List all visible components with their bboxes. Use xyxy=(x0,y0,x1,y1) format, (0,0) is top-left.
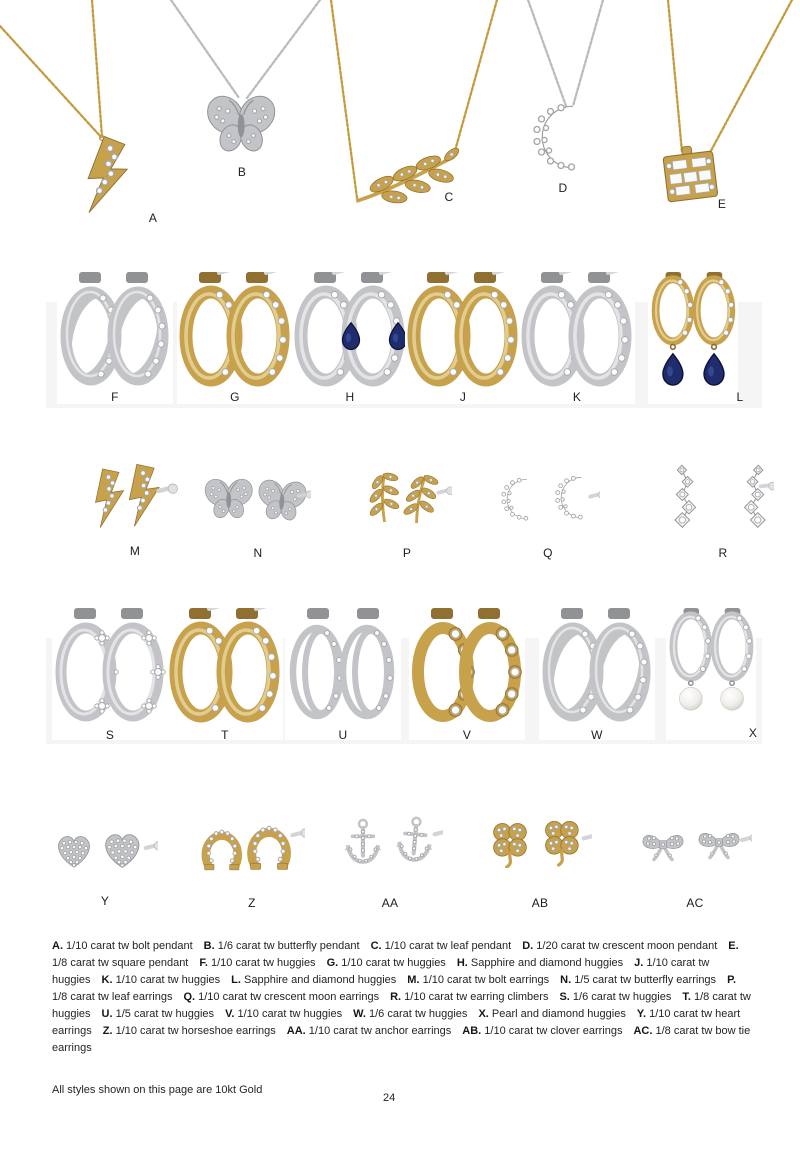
heart-studs-icon xyxy=(54,828,158,875)
product-letter-B: B xyxy=(237,165,247,179)
necklaces-graphic xyxy=(0,0,800,232)
chain-icon xyxy=(171,0,320,98)
legend-description: 1/10 carat tw huggies xyxy=(112,974,221,986)
legend-letter: J. xyxy=(634,957,644,969)
butterfly-studs-icon xyxy=(203,476,311,524)
legend-description: 1/8 carat tw bow tie earrings xyxy=(52,1025,751,1054)
product-AC xyxy=(638,826,754,876)
pave-huggies-icon xyxy=(407,272,519,398)
product-M xyxy=(88,462,182,548)
product-Y xyxy=(52,828,160,888)
product-letter-W: W xyxy=(591,728,603,742)
product-S xyxy=(52,604,168,740)
product-letter-AB: AB xyxy=(531,896,549,910)
crescent-moon-pendant-icon xyxy=(534,105,575,170)
product-U xyxy=(285,604,401,740)
pave-huggies-icon xyxy=(179,272,291,398)
triple-huggies-icon xyxy=(287,608,399,734)
footnote: All styles shown on this page are 10kt Gold xyxy=(52,1084,263,1096)
product-letter-X: X xyxy=(748,726,758,740)
legend-description: 1/6 carat tw huggies xyxy=(365,1008,468,1020)
legend-letter: B. xyxy=(203,940,215,952)
legend-description: 1/5 carat tw butterfly earrings xyxy=(571,974,717,986)
legend-description: 1/10 carat tw huggies xyxy=(234,1008,343,1020)
bolt-pendant-icon xyxy=(83,135,132,217)
clover-studs-icon xyxy=(484,816,592,868)
legend-description: 1/10 carat tw huggies xyxy=(52,957,710,986)
product-letter-F: F xyxy=(111,390,119,404)
product-letter-T: T xyxy=(221,728,229,742)
sapphire-huggies-icon xyxy=(294,272,406,398)
legend-description: 1/8 carat tw huggies xyxy=(52,991,751,1020)
legend-letter: U. xyxy=(101,1008,113,1020)
product-letter-D: D xyxy=(558,181,568,195)
product-R xyxy=(666,462,776,532)
pave-huggies-icon xyxy=(169,608,281,734)
legend-letter: AA. xyxy=(286,1025,306,1037)
product-letter-AA: AA xyxy=(381,896,399,910)
cluster-huggies-icon xyxy=(54,608,166,734)
product-J xyxy=(405,268,521,404)
product-H xyxy=(292,268,408,404)
legend-description: 1/10 carat tw bolt pendant xyxy=(63,940,193,952)
bezel-huggies-icon xyxy=(411,608,523,734)
legend-letter: L. xyxy=(231,974,241,986)
product-letter-U: U xyxy=(338,728,348,742)
legend-letter: M. xyxy=(407,974,420,986)
legend-description: 1/8 carat tw square pendant xyxy=(52,957,189,969)
product-Z xyxy=(198,818,308,882)
square-pendant-icon xyxy=(662,143,718,202)
legend-letter: S. xyxy=(559,991,570,1003)
legend-letter: Z. xyxy=(102,1025,113,1037)
legend-description: 1/10 carat tw heart earrings xyxy=(52,1008,741,1037)
legend-letter: C. xyxy=(370,940,382,952)
legend-description: 1/10 carat tw leaf pendant xyxy=(381,940,512,952)
page-number: 24 xyxy=(383,1092,396,1104)
product-letter-J: J xyxy=(459,390,467,404)
legend-letter: D. xyxy=(522,940,534,952)
legend-letter: N. xyxy=(560,974,572,986)
product-letter-K: K xyxy=(572,390,582,404)
chain-icon xyxy=(528,0,603,106)
chain-icon xyxy=(668,0,792,160)
legend-description: Sapphire and diamond huggies xyxy=(240,974,397,986)
product-X xyxy=(666,604,756,740)
legend-description: 1/10 carat tw huggies xyxy=(338,957,446,969)
legend-letter: Q. xyxy=(183,991,196,1003)
sapphire-drop-huggies-icon xyxy=(649,272,737,398)
earring-climbers-icon xyxy=(668,462,774,528)
product-letter-S: S xyxy=(105,728,115,742)
product-F xyxy=(57,268,173,404)
product-V xyxy=(409,604,525,740)
product-letter-M: M xyxy=(129,544,141,558)
legend-description: Pearl and diamond huggies xyxy=(488,1008,626,1020)
legend-description: 1/10 carat tw horseshoe earrings xyxy=(112,1025,276,1037)
product-letter-P: P xyxy=(402,546,412,560)
product-letter-R: R xyxy=(718,546,728,560)
legend-letter: R. xyxy=(390,991,402,1003)
legend-letter: E. xyxy=(728,940,739,952)
bolt-studs-icon xyxy=(91,462,179,530)
product-P xyxy=(354,466,454,538)
leaf-studs-icon xyxy=(356,466,452,526)
legend-description: Sapphire and diamond huggies xyxy=(467,957,624,969)
legend-description: 1/10 carat tw anchor earrings xyxy=(305,1025,452,1037)
horseshoe-studs-icon xyxy=(201,818,305,874)
product-letter-C: C xyxy=(444,190,454,204)
anchor-studs-icon xyxy=(339,814,443,866)
legend-letter: P. xyxy=(727,974,737,986)
crossover-huggies-icon xyxy=(59,272,171,398)
product-K xyxy=(519,268,635,404)
product-AA xyxy=(336,814,446,876)
product-letter-AC: AC xyxy=(686,896,704,910)
product-letter-A: A xyxy=(148,211,158,225)
product-G xyxy=(177,268,293,404)
product-letter-G: G xyxy=(230,390,240,404)
bow-tie-studs-icon xyxy=(640,826,752,867)
product-letter-Y: Y xyxy=(100,894,110,908)
legend-description: 1/10 carat tw huggies xyxy=(207,957,316,969)
product-letter-Q: Q xyxy=(543,546,553,560)
legend xyxy=(52,938,752,1057)
product-letter-V: V xyxy=(462,728,472,742)
crossover-huggies-icon xyxy=(541,608,653,734)
legend-letter: V. xyxy=(225,1008,235,1020)
legend-letter: F. xyxy=(199,957,208,969)
product-letter-H: H xyxy=(345,390,355,404)
legend-letter: W. xyxy=(353,1008,366,1020)
legend-description: 1/10 carat tw bolt earrings xyxy=(419,974,550,986)
legend-description: 1/6 carat tw butterfly pendant xyxy=(214,940,360,952)
product-letter-N: N xyxy=(253,546,263,560)
legend-description: 1/5 carat tw huggies xyxy=(112,1008,215,1020)
product-W xyxy=(539,604,655,740)
legend-letter: T. xyxy=(682,991,691,1003)
product-letter-E: E xyxy=(717,197,727,211)
product-T xyxy=(167,604,283,740)
pave-huggies-icon xyxy=(521,272,633,398)
pearl-drop-huggies-icon xyxy=(667,608,755,729)
product-Q xyxy=(494,474,602,538)
legend-letter: H. xyxy=(456,957,468,969)
crescent-moon-studs-icon xyxy=(496,474,600,524)
legend-letter: K. xyxy=(101,974,113,986)
legend-description: 1/6 carat tw huggies xyxy=(569,991,672,1003)
product-letter-Z: Z xyxy=(248,896,256,910)
legend-description: 1/20 carat tw crescent moon pendant xyxy=(533,940,718,952)
legend-letter: A. xyxy=(52,940,63,952)
product-AB xyxy=(482,816,594,878)
legend-letter: Y. xyxy=(636,1008,647,1020)
product-letter-L: L xyxy=(736,390,744,404)
legend-letter: AC. xyxy=(633,1025,653,1037)
legend-description: 1/8 carat tw leaf earrings xyxy=(52,991,173,1003)
product-N xyxy=(202,476,312,548)
chain-icon xyxy=(0,0,102,137)
legend-letter: G. xyxy=(326,957,339,969)
butterfly-pendant-icon xyxy=(200,89,282,154)
legend-letter: X. xyxy=(478,1008,489,1020)
legend-description: 1/10 carat tw earring climbers xyxy=(401,991,549,1003)
legend-description: 1/10 carat tw clover earrings xyxy=(481,1025,623,1037)
product-L xyxy=(648,268,738,404)
legend-description: 1/10 carat tw crescent moon earrings xyxy=(195,991,380,1003)
legend-letter: AB. xyxy=(462,1025,482,1037)
